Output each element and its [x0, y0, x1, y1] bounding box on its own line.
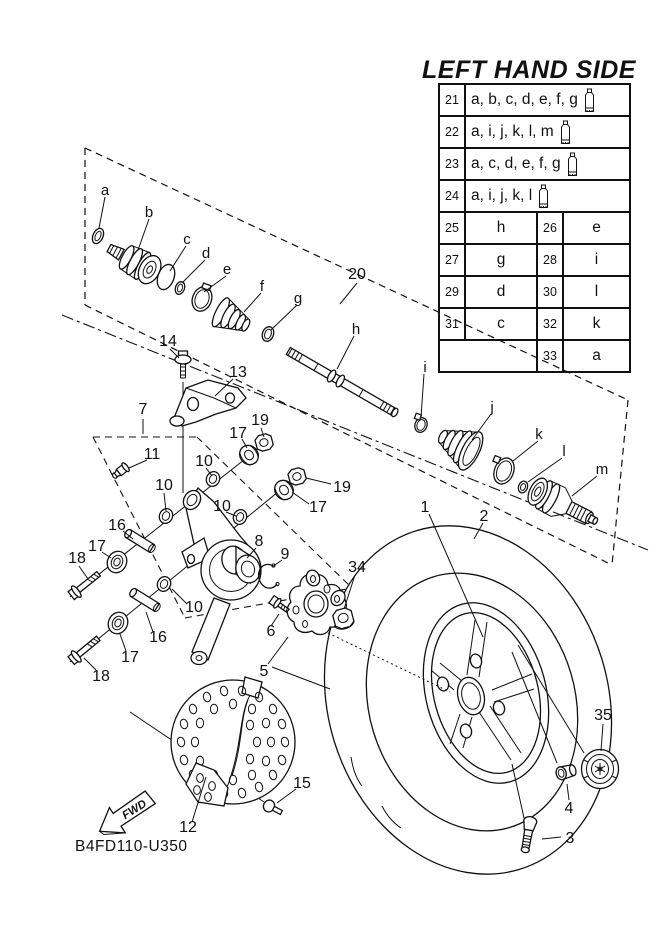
callout-12: 12 [179, 819, 197, 836]
hub-center-cap-35 [582, 750, 619, 789]
callout-34: 34 [348, 559, 366, 576]
callout-17: 17 [88, 538, 106, 555]
fwd-direction-arrow [92, 786, 160, 844]
guard-screw-15 [261, 798, 284, 818]
flange-nut-19 [254, 433, 274, 453]
callout-14: 14 [159, 333, 177, 350]
callout-1: 1 [420, 499, 430, 516]
flange-nut-19 [287, 467, 307, 487]
grease-fitting-11 [110, 462, 131, 481]
diagram-code: B4FD110-U350 [75, 838, 188, 855]
part-number-cell: 24 [439, 180, 465, 212]
callout-j: j [490, 399, 494, 416]
part-letters-cell: h [465, 212, 537, 244]
callout-7: 7 [138, 401, 148, 418]
callout-19: 19 [251, 412, 269, 429]
shaft-guard-bracket [170, 380, 246, 426]
part-letters-cell: a, c, d, e, f, g [471, 155, 561, 172]
callout-10: 10 [195, 453, 213, 470]
circlip-a [90, 227, 106, 246]
part-letters-cell: k [563, 308, 630, 340]
part-letters-cell: a, b, c, d, e, f, g [471, 91, 578, 108]
part-number-cell: 25 [439, 212, 465, 244]
part-number-cell: 29 [439, 276, 465, 308]
inner-cv-joint-b [102, 235, 166, 288]
callout-e: e [222, 261, 232, 278]
cv-boot-f [209, 296, 256, 341]
part-letters-cell: d [465, 276, 537, 308]
brake-disc-guard-12 [171, 677, 295, 806]
bushing-10 [231, 507, 249, 526]
pivot-bolt-18 [67, 568, 103, 601]
callout-10: 10 [155, 477, 173, 494]
callout-9: 9 [280, 546, 290, 563]
part-letters-cell: i [563, 244, 630, 276]
part-number-cell: 31 [439, 308, 465, 340]
callout-20: 20 [348, 266, 366, 283]
callout-3: 3 [565, 830, 575, 847]
callout-15: 15 [293, 775, 311, 792]
part-letters-cell: a, i, j, k, l [471, 187, 533, 204]
part-letters-cell: e [563, 212, 630, 244]
part-number-cell: 28 [537, 244, 563, 276]
part-number-cell: 26 [537, 212, 563, 244]
callout-10: 10 [185, 599, 203, 616]
hub-bolt-6 [268, 595, 291, 615]
callout-l: l [562, 443, 566, 460]
part-number-cell: 33 [537, 340, 563, 372]
bearing-circlip-9 [259, 564, 280, 588]
part-letters-cell: c [465, 308, 537, 340]
callout-13: 13 [229, 364, 247, 381]
pivot-bolt-18 [67, 633, 103, 666]
callout-g: g [293, 290, 303, 307]
callout-8: 8 [254, 533, 264, 550]
callout-m: m [595, 461, 609, 478]
boot-clamp-k [486, 453, 518, 487]
callout-35: 35 [594, 707, 612, 724]
callout-5: 5 [259, 663, 269, 680]
callout-i: i [423, 359, 427, 376]
part-number-cell: 21 [439, 84, 465, 116]
callout-18: 18 [68, 550, 86, 567]
callout-h: h [351, 321, 361, 338]
part-number-cell: 27 [439, 244, 465, 276]
callout-17: 17 [121, 649, 139, 666]
part-number-cell: 30 [537, 276, 563, 308]
callout-a: a [100, 182, 110, 199]
callout-10: 10 [213, 498, 231, 515]
part-number-cell: 22 [439, 116, 465, 148]
page-title: LEFT HAND SIDE [422, 56, 636, 84]
circlip-l [517, 480, 530, 494]
part-letters-cell: g [465, 244, 537, 276]
callout-16: 16 [149, 629, 167, 646]
callout-b: b [144, 204, 154, 221]
washer-d [174, 280, 187, 295]
callout-2: 2 [479, 508, 489, 525]
bushing-10 [204, 469, 222, 488]
callout-17: 17 [229, 425, 247, 442]
callout-4: 4 [564, 800, 574, 817]
part-number-cell: 23 [439, 148, 465, 180]
bracket-bolt [175, 351, 191, 378]
callout-18: 18 [92, 668, 110, 685]
boot-clamp-i [410, 413, 429, 434]
drive-shaft-h [285, 345, 400, 419]
cv-boot-j [430, 417, 487, 474]
outer-cv-joint-m [523, 474, 604, 536]
part-letters-cell: a [563, 340, 630, 372]
part-number-cell: 32 [537, 308, 563, 340]
callout-16: 16 [108, 517, 126, 534]
callout-17: 17 [309, 499, 327, 516]
callout-19: 19 [333, 479, 351, 496]
collar-17 [105, 609, 132, 637]
callout-c: c [183, 231, 191, 248]
callout-6: 6 [266, 623, 276, 640]
part-letters-cell: a, i, j, k, l, m [471, 123, 554, 140]
callout-d: d [201, 245, 211, 262]
part-letters-cell: l [563, 276, 630, 308]
callout-f: f [259, 278, 265, 295]
callout-11: 11 [143, 446, 161, 463]
fwd-label: FWD [120, 798, 149, 823]
callout-k: k [535, 426, 543, 443]
